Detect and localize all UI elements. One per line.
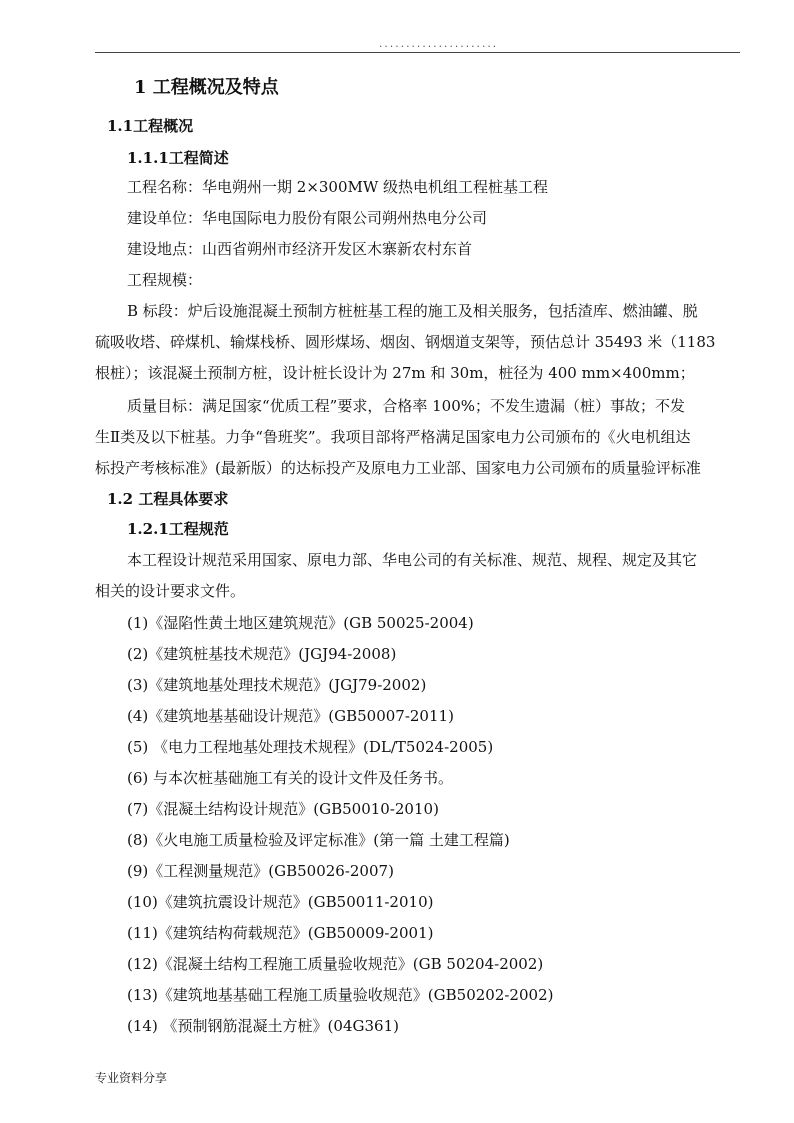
spec-item: (2)《建筑桩基技术规范》(JGJ94-2008) [127,645,397,663]
project-scale-label: 工程规模： [127,271,203,289]
scope-line-1: B 标段：炉后设施混凝土预制方桩桩基工程的施工及相关服务，包括渣库、燃油罐、脱 [127,302,698,320]
spec-item: (6) 与本次桩基础施工有关的设计文件及任务书。 [127,769,454,787]
project-name: 工程名称：华电朔州一期 2×300MW 级热电机组工程桩基工程 [127,178,549,196]
spec-item: (14) 《预制钢筋混凝土方桩》(04G361) [127,1017,399,1035]
header-rule [95,52,740,53]
scope-line-3: 根桩）；该混凝土预制方桩，设计桩长设计为 27m 和 30m，桩径为 400 mm×400mm； [95,364,695,382]
spec-item: (7)《混凝土结构设计规范》(GB50010-2010) [127,800,439,818]
spec-item: (11)《建筑结构荷载规范》(GB50009-2001) [127,924,434,942]
section-1-2-title: 1.2 工程具体要求 [107,490,229,508]
spec-item: (8)《火电施工质量检验及评定标准》(第一篇 土建工程篇) [127,831,510,849]
section-1-1-1-title: 1.1.1工程简述 [127,149,229,167]
quality-line-1: 质量目标：满足国家“优质工程”要求，合格率 100%；不发生遗漏（桩）事故；不发 [127,397,685,415]
spec-item: (1)《湿陷性黄土地区建筑规范》(GB 50025-2004) [127,614,474,632]
quality-line-2: 生Ⅱ类及以下桩基。力争“鲁班奖”。我项目部将严格满足国家电力公司颁布的《火电机组达 [95,428,691,446]
spec-intro-line-1: 本工程设计规范采用国家、原电力部、华电公司的有关标准、规范、规程、规定及其它 [127,551,698,569]
section-1-1-title: 1.1工程概况 [107,117,194,135]
spec-item: (10)《建筑抗震设计规范》(GB50011-2010) [127,893,434,911]
scope-line-2: 硫吸收塔、碎煤机、输煤栈桥、圆形煤场、烟囱、钢烟道支架等，预估总计 35493 米（1183 [95,333,716,351]
project-location: 建设地点：山西省朔州市经济开发区木寨新农村东首 [127,240,473,258]
project-owner: 建设单位：华电国际电力股份有限公司朔州热电分公司 [127,209,488,227]
spec-item: (5) 《电力工程地基处理技术规程》(DL/T5024-2005) [127,738,494,756]
quality-line-3: 标投产考核标准》(最新版）的达标投产及原电力工业部、国家电力公司颁布的质量验评标准 [95,459,701,477]
spec-item: (13)《建筑地基基础工程施工质量验收规范》(GB50202-2002) [127,986,554,1004]
footer-text: 专业资料分享 [95,1071,168,1085]
spec-item: (3)《建筑地基处理技术规范》(JGJ79-2002) [127,676,427,694]
section-1-2-1-title: 1.2.1工程规范 [127,520,229,538]
spec-item: (9)《工程测量规范》(GB50026-2007) [127,862,394,880]
spec-intro-line-2: 相关的设计要求文件。 [95,582,246,600]
spec-item: (12)《混凝土结构工程施工质量验收规范》(GB 50204-2002) [127,955,544,973]
spec-item: (4)《建筑地基基础设计规范》(GB50007-2011) [127,707,454,725]
section-1-title: 1 工程概况及特点 [134,77,279,98]
header-dots: ...................... [378,40,498,50]
